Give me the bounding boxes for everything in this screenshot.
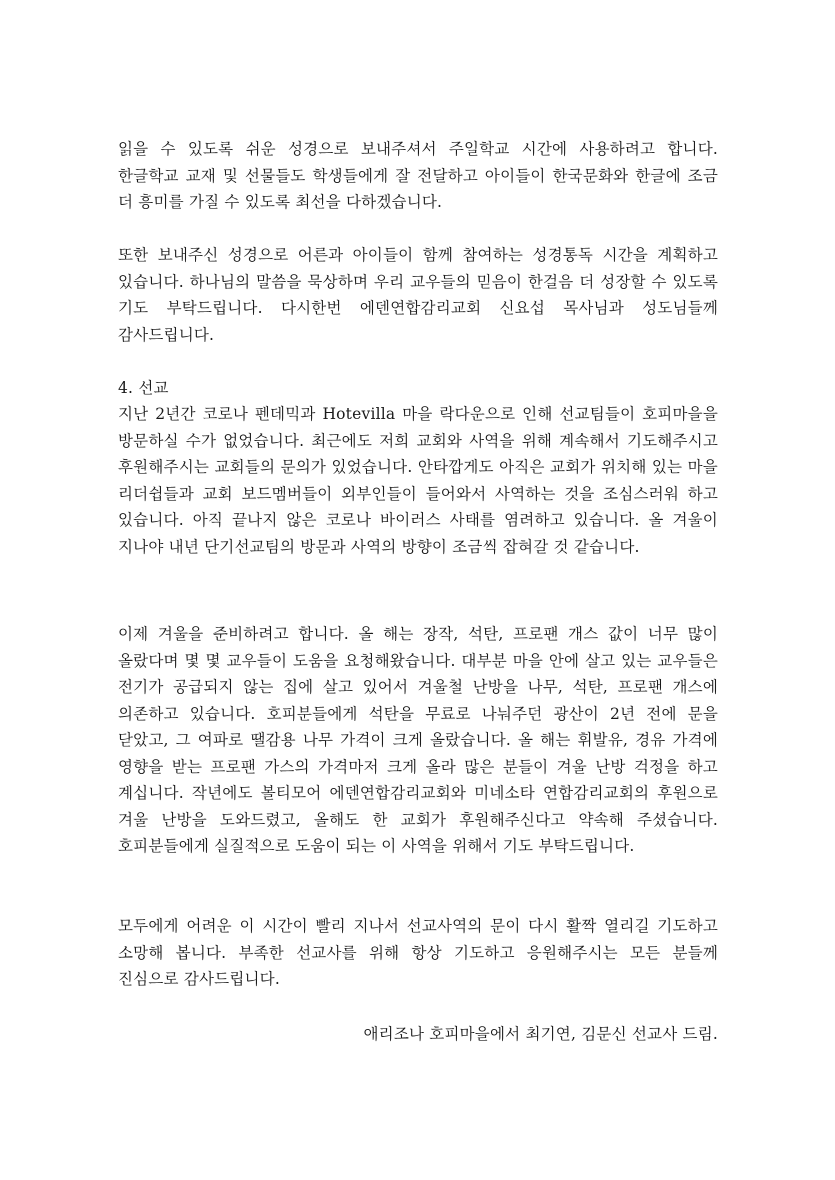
signature-line: 애리조나 호피마을에서 최기연, 김문신 선교사 드림. xyxy=(363,1025,718,1043)
paragraph-closing-prayer: 모두에게 어려운 이 시간이 빨리 지나서 선교사역의 문이 다시 활짝 열리길 기도하고 소망해 봅니다. 부족한 선교사를 위해 항상 기도하고 응원해주시는 모든 분들께 진심으로 감사드립니다. xyxy=(118,917,718,988)
paragraph-bible-reading-plan: 또한 보내주신 성경으로 어른과 아이들이 함께 참여하는 성경통독 시간을 계획하고 있습니다. 하나님의 말씀을 묵상하며 우리 교우들의 믿음이 한걸음 더 성장할 수 있도록 기도 부탁드립니다. 다시한번 에덴연합감리교회 신요섭 목사님과 성도님들께 감사드립니다. xyxy=(118,246,718,344)
paragraph-winter-heating: 이제 겨울을 준비하려고 합니다. 올 해는 장작, 석탄, 프로팬 개스 값이 너무 많이 올랐다며 몇 몇 교우들이 도움을 요청해왔습니다. 대부분 마을 안에 살고 있는 교우들은 전기가 공급되지 않는 집에 살고 있어서 겨울철 난방을 나무, 석탄, 프로팬 개스에 의존하고 있습니다. 호피분들에게 석탄을 무료로 나눠주던 광산이 2년 전에 문을 닫았고, 그 여파로 땔감용 나무 가격이 크게 올랐습니다. 올 해는 휘발유, 경유 가격에 영향을 받는 프로팬 가스의 가격마저 크게 올라 많은 분들이 겨울 난방 걱정을 하고 계십니다. 작년에도 볼티모어 에덴연합감리교회와 미네소타 연합감리교회의 후원으로 겨울 난방을 도와드렸고, 올해도 한 교회가 후원해주신다고 약속해 주셨습니다. 호피분들에게 실질적으로 도움이 되는 이 사역을 위해서 기도 부탁드립니다. xyxy=(118,625,718,855)
paragraph-bible-thanks: 읽을 수 있도록 쉬운 성경으로 보내주셔서 주일학교 시간에 사용하려고 합니다. 한글학교 교재 및 선물들도 학생들에게 잘 전달하고 아이들이 한국문화와 한글에 조금 더 흥미를 가질 수 있도록 최선을 다하겠습니다. xyxy=(118,140,718,211)
section-heading-mission: 4. 선교 xyxy=(118,379,169,397)
paragraph-mission-update: 지난 2년간 코로나 펜데믹과 Hotevilla 마을 락다운으로 인해 선교팀들이 호피마을을 방문하실 수가 없었습니다. 최근에도 저희 교회와 사역을 위해 계속해서 기도해주시고 후원해주시는 교회들의 문의가 있었습니다. 안타깝게도 아직은 교회가 위치해 있는 마을 리더쉽들과 교회 보드멤버들이 외부인들이 들어와서 사역하는 것을 조심스러워 하고 있습니다. 아직 끝나지 않은 코로나 바이러스 사태를 염려하고 있습니다. 올 겨울이 지나야 내년 단기선교팀의 방문과 사역의 방향이 조금씩 잡혀갈 것 같습니다. xyxy=(118,405,718,556)
